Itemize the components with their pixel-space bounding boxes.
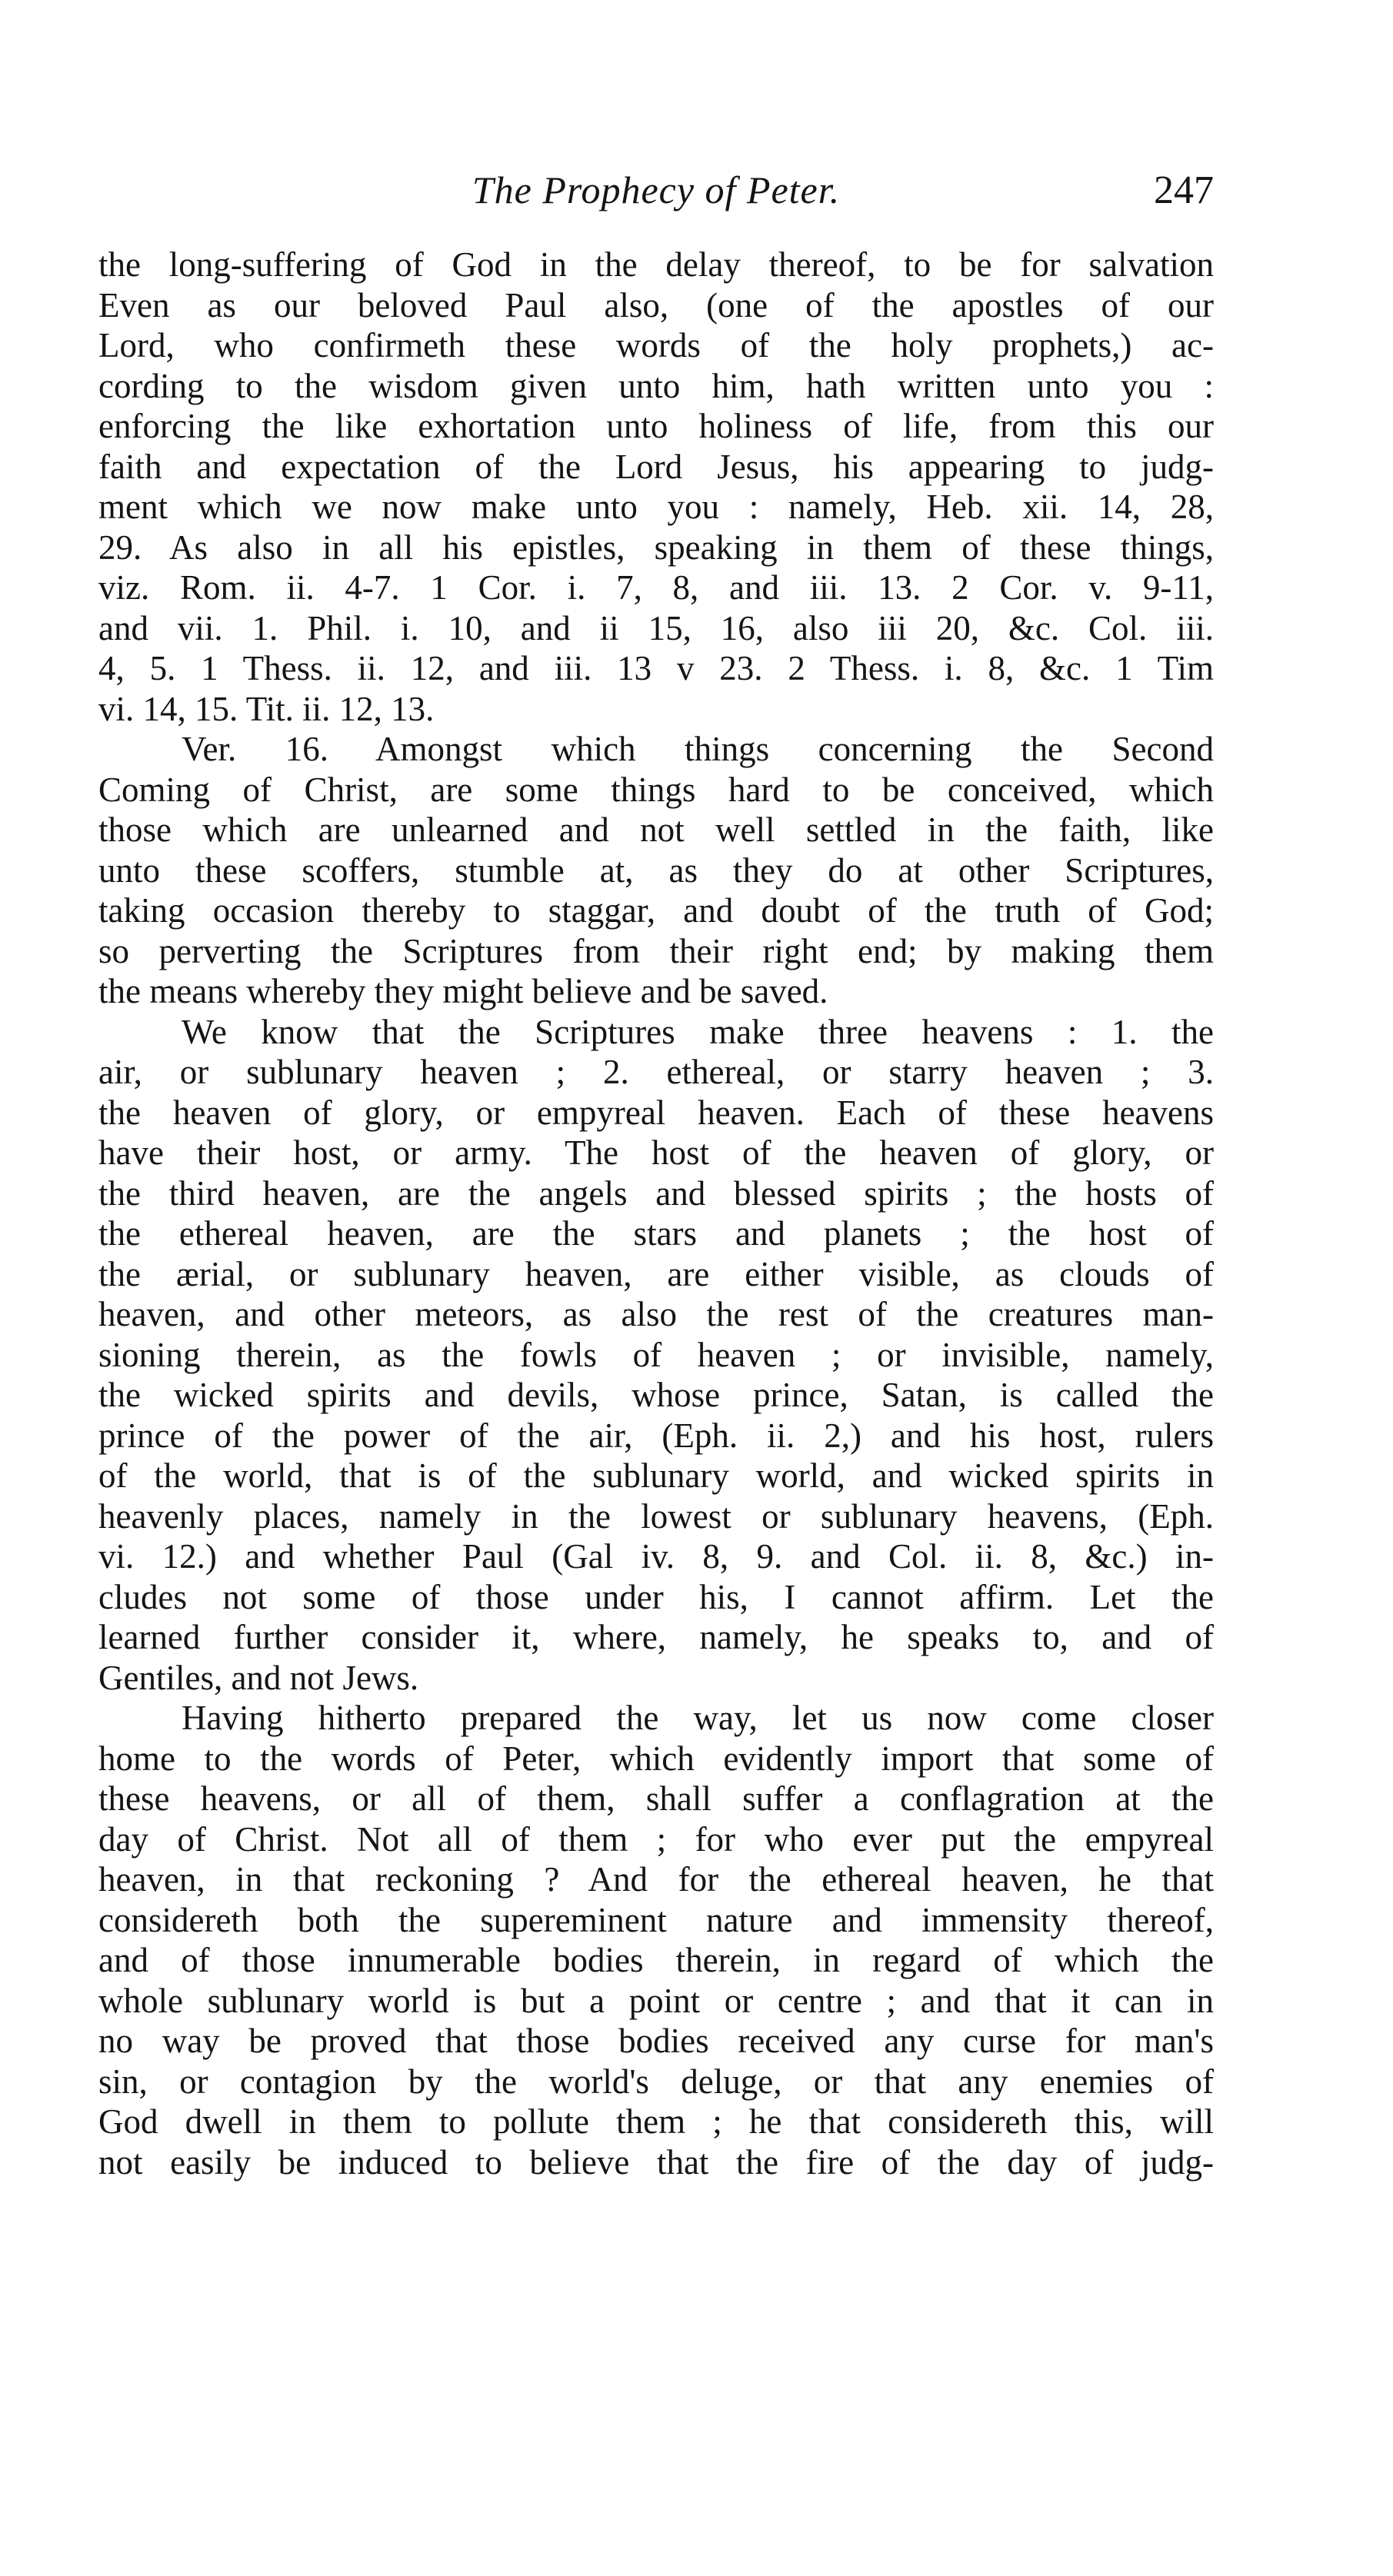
text-line: 29. As also in all his epistles, speaking in them of these things, <box>98 528 1214 567</box>
text-line: the ethereal heaven, are the stars and planets ; the host of <box>98 1214 1214 1253</box>
text-line: have their host, or army. The host of the heaven of glory, or <box>98 1133 1214 1172</box>
text-line: Having hitherto prepared the way, let us now come closer <box>182 1699 1214 1737</box>
text-line: sioning therein, as the fowls of heaven ; or invisible, namely, <box>98 1335 1214 1374</box>
text-line: Gentiles, and not Jews. <box>98 1658 419 1697</box>
text-line: home to the words of Peter, which evidently import that some of <box>98 1739 1214 1778</box>
text-line: ment which we now make unto you : namely, Heb. xii. 14, 28, <box>98 488 1214 526</box>
running-title: The Prophecy of Peter. <box>472 168 841 211</box>
paragraph <box>98 245 1214 729</box>
text-line: the means whereby they might believe and be saved. <box>98 972 828 1010</box>
text-line: cording to the wisdom given unto him, hath written unto you : <box>98 366 1214 405</box>
text-line: air, or sublunary heaven ; 2. ethereal, or starry heaven ; 3. <box>98 1053 1214 1091</box>
text-line: Lord, who confirmeth these words of the holy prophets,) ac- <box>98 326 1214 364</box>
text-line: faith and expectation of the Lord Jesus, his appearing to judg- <box>98 447 1214 486</box>
text-line: cludes not some of those under his, I cannot affirm. Let the <box>98 1577 1214 1616</box>
text-line: whole sublunary world is but a point or centre ; and that it can in <box>98 1981 1214 2020</box>
text-line: learned further consider it, where, namely, he speaks to, and of <box>98 1618 1214 1656</box>
text-line: Coming of Christ, are some things hard to be conceived, which <box>98 770 1214 809</box>
text-line: Ver. 16. Amongst which things concerning the Second <box>182 730 1214 768</box>
text-line: the heaven of glory, or empyreal heaven. Each of these heavens <box>98 1093 1214 1132</box>
text-line: heavenly places, namely in the lowest or sublunary heavens, (Eph. <box>98 1496 1214 1536</box>
text-line: unto these scoffers, stumble at, as they do at other Scriptures, <box>98 850 1214 890</box>
text-line: and of those innumerable bodies therein, in regard of which the <box>98 1941 1214 1979</box>
page-number: 247 <box>1154 168 1214 212</box>
text-line: and vii. 1. Phil. i. 10, and ii 15, 16, also iii 20, &c. Col. iii. <box>98 608 1214 647</box>
paragraph <box>98 729 1214 1012</box>
text-line: We know that the Scriptures make three heavens : 1. the <box>182 1012 1214 1051</box>
text-line: heaven, in that reckoning ? And for the ethereal heaven, he that <box>98 1860 1214 1899</box>
text-line: of the world, that is of the sublunary world, and wicked spirits in <box>98 1456 1214 1495</box>
body-text <box>98 245 1214 2182</box>
text-line: so perverting the Scriptures from their right end; by making them <box>98 931 1214 970</box>
text-line: those which are unlearned and not well settled in the faith, like <box>98 810 1214 849</box>
text-line: the wicked spirits and devils, whose prince, Satan, is called the <box>98 1376 1214 1414</box>
text-line: the third heaven, are the angels and blessed spirits ; the hosts of <box>98 1173 1214 1213</box>
text-line: 4, 5. 1 Thess. ii. 12, and iii. 13 v 23. 2 Thess. i. 8, &c. 1 Tim <box>98 649 1214 687</box>
text-line: vi. 12.) and whether Paul (Gal iv. 8, 9. and Col. ii. 8, &c.) in- <box>98 1537 1214 1576</box>
text-line: day of Christ. Not all of them ; for who ever put the empyreal <box>98 1819 1214 1859</box>
page-header <box>98 168 1214 214</box>
text-line: taking occasion thereby to staggar, and doubt of the truth of God; <box>98 891 1214 930</box>
paragraph <box>98 1012 1214 1699</box>
text-line: sin, or contagion by the world's deluge, or that any enemies of <box>98 2062 1214 2101</box>
text-line: vi. 14, 15. Tit. ii. 12, 13. <box>98 689 435 728</box>
text-line: heaven, and other meteors, as also the rest of the creatures man- <box>98 1295 1214 1333</box>
text-line: considereth both the supereminent nature and immensity thereof, <box>98 1900 1214 1939</box>
text-line: no way be proved that those bodies received any curse for man's <box>98 2022 1214 2060</box>
text-line: these heavens, or all of them, shall suffer a conflagration at the <box>98 1779 1214 1818</box>
text-line: the long-suffering of God in the delay thereof, to be for salvation <box>98 245 1214 284</box>
text-line: not easily be induced to believe that the fire of the day of judg- <box>98 2142 1214 2182</box>
text-line: viz. Rom. ii. 4-7. 1 Cor. i. 7, 8, and iii. 13. 2 Cor. v. 9-11, <box>98 568 1214 607</box>
paragraph <box>98 1698 1214 2182</box>
text-line: prince of the power of the air, (Eph. ii. 2,) and his host, rulers <box>98 1416 1214 1455</box>
text-line: God dwell in them to pollute them ; he that considereth this, will <box>98 2102 1214 2141</box>
text-line: enforcing the like exhortation unto holiness of life, from this our <box>98 407 1214 445</box>
text-line: the ærial, or sublunary heaven, are either visible, as clouds of <box>98 1254 1214 1293</box>
text-line: Even as our beloved Paul also, (one of the apostles of our <box>98 285 1214 324</box>
